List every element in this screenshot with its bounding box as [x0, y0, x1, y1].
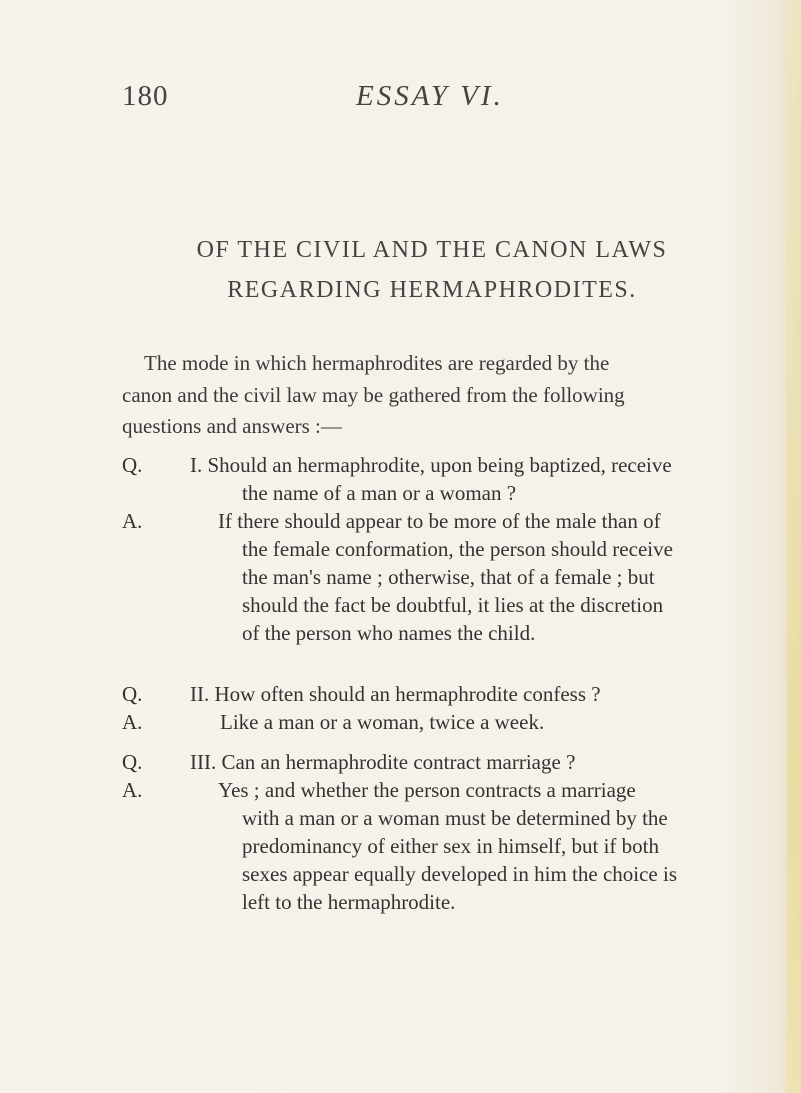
question-marker: Q. [122, 453, 143, 477]
section-heading-line-1: OF THE CIVIL AND THE CANON LAWS [196, 237, 668, 263]
running-title: ESSAY VI. [356, 80, 504, 112]
question-marker: Q. [122, 682, 143, 706]
answer-line-3: predominancy of either sex in himself, but if both [242, 834, 659, 858]
answer-row [122, 507, 752, 647]
running-head [0, 80, 801, 120]
question-line-1: Can an hermaphrodite contract marriage ? [221, 750, 576, 774]
answer-marker: A. [122, 710, 143, 734]
question-number: III. [190, 750, 217, 774]
intro-line-1: The mode in which hermaphrodites are regarded by the [144, 351, 610, 375]
question-text [190, 748, 752, 776]
intro-line-2: canon and the civil law may be gathered from the following [122, 382, 625, 407]
answer-line-5: of the person who names the child. [242, 621, 536, 645]
answer-marker: A. [122, 778, 143, 802]
question-marker: Q. [122, 750, 143, 774]
answer-line-3: the man's name ; otherwise, that of a female ; but [242, 565, 655, 589]
answer-line-1: If there should appear to be more of the male than of [218, 509, 661, 533]
question-line-2: the name of a man or a woman ? [242, 481, 517, 505]
question-row [122, 748, 752, 776]
answer-line-4: should the fact be doubtful, it lies at the discretion [242, 593, 664, 617]
answer-line-4: sexes appear equally developed in him the choice is [242, 862, 678, 886]
qa-block-3 [122, 748, 752, 916]
intro-paragraph [122, 348, 747, 443]
section-heading-line-2: REGARDING HERMAPHRODITES. [227, 277, 637, 303]
qa-block-2 [122, 680, 752, 736]
question-text [190, 451, 752, 479]
question-line-1: How often should an hermaphrodite confess ? [214, 682, 601, 706]
question-number: II. [190, 682, 210, 706]
answer-line-2: the female conformation, the person should receive [242, 537, 673, 561]
qa-block-1 [122, 451, 752, 647]
answer-line-5: left to the hermaphrodite. [242, 890, 456, 914]
page-edge-stain [787, 0, 801, 1093]
answer-marker: A. [122, 509, 143, 533]
question-row [122, 451, 752, 507]
question-row [122, 680, 752, 708]
answer-row [122, 708, 752, 736]
intro-line-3: questions and answers :— [122, 414, 342, 438]
answer-line-1: Like a man or a woman, twice a week. [220, 710, 545, 734]
question-text [190, 680, 752, 708]
answer-line-2: with a man or a woman must be determined by the [242, 806, 668, 830]
question-line-1: Should an hermaphrodite, upon being baptized, receive [207, 453, 672, 477]
question-number: I. [190, 453, 203, 477]
page-number: 180 [122, 80, 169, 112]
section-heading [122, 230, 742, 310]
answer-line-1: Yes ; and whether the person contracts a marriage [218, 778, 636, 802]
answer-row [122, 776, 752, 916]
